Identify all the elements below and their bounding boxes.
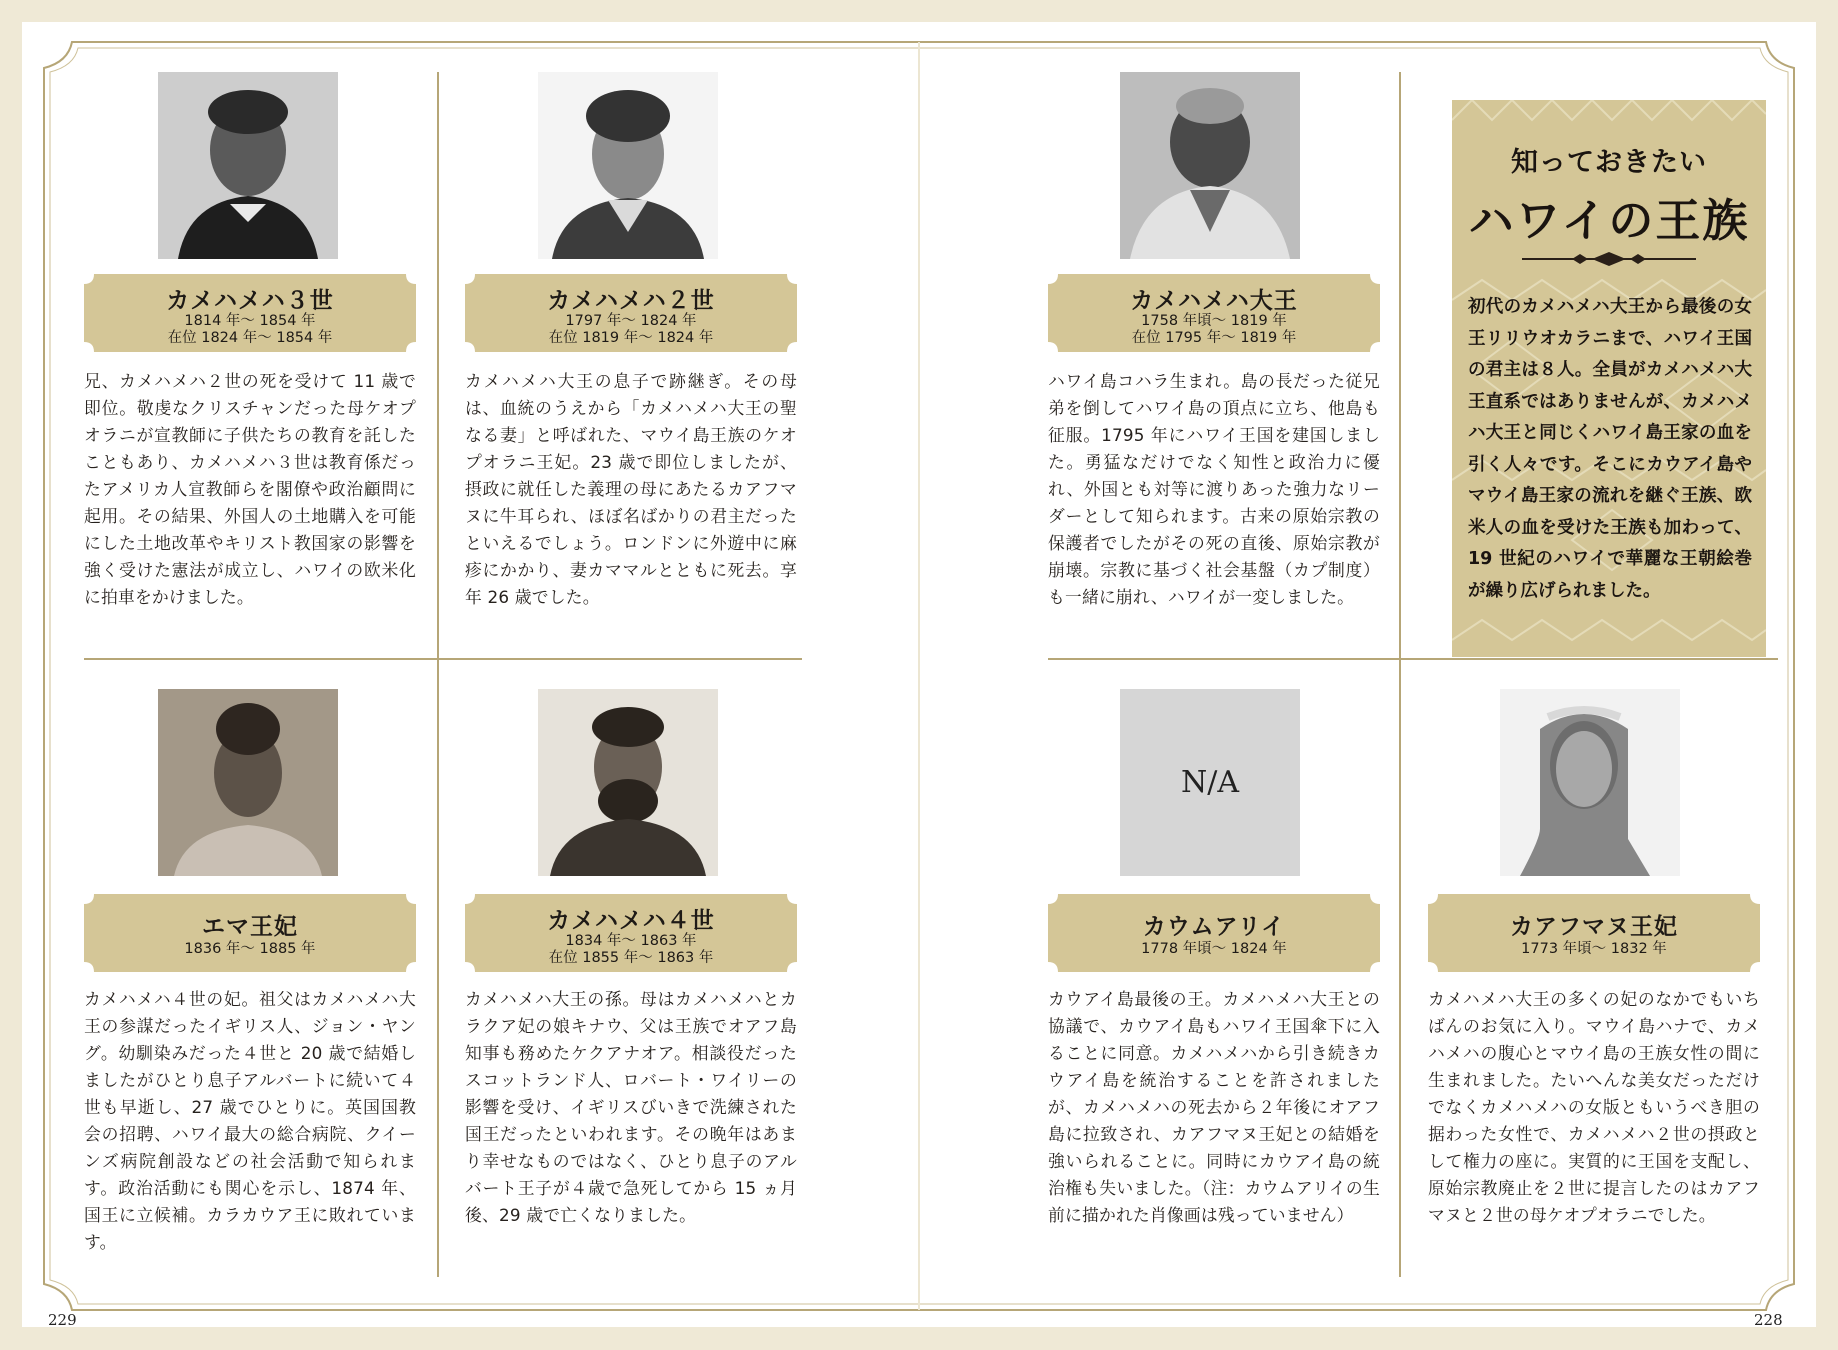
book-spread [22,22,1816,1327]
not-available-label: N/A [1120,689,1300,876]
name-plate [1048,894,1380,972]
person-name: カアフマヌ王妃 [1510,914,1678,940]
ornament-divider [1522,252,1696,266]
person-bio: 兄、カメハメハ２世の死を受けて 11 歳で即位。敬虔なクリスチャンだった母ケオプオラニが宣教師に子供たちの教育を託したこともあり、カメハメハ３世は教育係だったアメリカ人宣教師らを閣僚や政治顧問に起用。その結果、外国人の土地購入を可能にした土地改革やキリスト教国家の影響を強く受けた憲法が成立し、ハワイの欧米化に拍車をかけました。 [84,371,416,607]
portrait-queen-emma [158,689,338,876]
person-lifespan: 1773 年頃～ 1832 年 [1521,941,1667,957]
person-name: カメハメハ３世 [166,288,334,314]
person-lifespan: 1836 年～ 1885 年 [184,941,316,957]
name-plate [465,274,797,352]
person-bio: カメハメハ大王の息子で跡継ぎ。その母は、血統のうえから「カメハメハ大王の聖なる妻」と呼ばれた、マウイ島王族のケオプオラニ王妃。23 歳で即位しましたが、摂政に就任した義理の母にあたるカアフマヌに牛耳られ、ほぼ名ばかりの君主だったといえるでしょう。ロンドンに外遊中に麻疹にかかり、妻カママルとともに死去。享年 26 歳でした。 [465,371,797,607]
column-divider-left [437,72,439,1277]
person-name: エマ王妃 [202,914,298,940]
portrait-kamehameha-2 [538,72,718,259]
person-bio: カウアイ島最後の王。カメハメハ大王との協議で、カウアイ島もハワイ王国傘下に入ることに同意。カメハメハから引き続きカウアイ島を統治することを許されましたが、カメハメハの死去から２年後にオアフ島に拉致され、カアフマヌ王妃との結婚を強いられることに。同時にカウアイ島の統治権も失いました。（注：カウムアリイの生前に描かれた肖像画は残っていません） [1048,989,1380,1225]
intro-box [1452,100,1766,657]
name-plate [1428,894,1760,972]
intro-heading-large: ハワイの王族 [1468,194,1750,247]
page-number-right: 228 [1754,1311,1783,1329]
person-name: カメハメハ４世 [547,908,715,934]
portrait-kamehameha-3 [158,72,338,259]
page-number-left: 229 [48,1311,77,1329]
person-name: カウムアリイ [1142,914,1286,940]
person-bio: カメハメハ大王の孫。母はカメハメハとカラクア妃の娘キナウ、父は王族でオアフ島知事も務めたケクアナオア。相談役だったスコットランド人、ロバート・ワイリーの影響を受け、イギリスびいきで洗練された国王だったといわれます。その晩年はあまり幸せなものではなく、ひとり息子のアルバート王子が４歳で急死してから 15 ヵ月後、29 歳で亡くなりました。 [465,989,797,1225]
divider-left [84,658,802,660]
portrait-queen-kaahumanu [1500,689,1680,876]
divider-right [1048,658,1778,660]
person-lifespan: 1758 年頃～ 1819 年 [1141,313,1287,329]
person-reign: 在位 1819 年～ 1824 年 [548,330,714,346]
person-reign: 在位 1824 年～ 1854 年 [167,330,333,346]
name-plate [465,894,797,972]
person-lifespan: 1778 年頃～ 1824 年 [1141,941,1287,957]
person-bio: カメハメハ４世の妃。祖父はカメハメハ大王の参謀だったイギリス人、ジョン・ヤング。幼馴染みだった４世と 20 歳で結婚しましたがひとり息子アルバートに続いて４世も早逝し、27 歳でひとりに。英国国教会の招聘、ハワイ最大の総合病院、クイーンズ病院創設などの社会活動で知られます。政治活動にも関心を示し、1874 年、国王に立候補。カラカウア王に敗れています。 [84,989,416,1252]
person-lifespan: 1797 年～ 1824 年 [565,313,697,329]
name-plate [84,894,416,972]
person-bio: ハワイ島コハラ生まれ。島の長だった従兄弟を倒してハワイ島の頂点に立ち、他島も征服。1795 年にハワイ王国を建国しました。勇猛なだけでなく知性と政治力に優れ、外国とも対等に渡りあった強力なリーダーとして知られます。古来の原始宗教の保護者でしたがその死の直後、原始宗教が崩壊。宗教に基づく社会基盤（カプ制度）も一緒に崩れ、ハワイが一変しました。 [1048,371,1380,607]
person-name: カメハメハ大王 [1130,288,1298,314]
intro-heading-small: 知っておきたい [1511,147,1707,178]
person-lifespan: 1834 年～ 1863 年 [565,933,697,949]
person-reign: 在位 1855 年～ 1863 年 [548,950,714,966]
portrait-kamehameha-4 [538,689,718,876]
portrait-kamehameha-the-great [1120,72,1300,259]
portrait-kaumualii-placeholder [1120,689,1300,876]
intro-text: 初代のカメハメハ大王から最後の女王リリウオカラニまで、ハワイ王国の君主は８人。全員がカメハメハ大王直系ではありませんが、カメハメハ大王と同じくハワイ島王家の血を引く人々です。そこにカウアイ島やマウイ島王家の流れを継ぐ王族、欧米人の血を受けた王族も加わって、19 世紀のハワイで華麗な王朝絵巻が繰り広げられました。 [1468,297,1752,601]
name-plate [84,274,416,352]
name-plate [1048,274,1380,352]
column-divider-right [1399,72,1401,1277]
person-bio: カメハメハ大王の多くの妃のなかでもいちばんのお気に入り。マウイ島ハナで、カメハメハの腹心とマウイ島の王族女性の間に生まれました。たいへんな美女だっただけでなくカメハメハの女版ともいうべき胆の据わった女性で、カメハメハ２世の摂政として権力の座に。実質的に王国を支配し、原始宗教廃止を２世に提言したのはカアフマヌと２世の母ケオプオラニでした。 [1428,989,1760,1225]
person-lifespan: 1814 年～ 1854 年 [184,313,316,329]
person-reign: 在位 1795 年～ 1819 年 [1131,330,1297,346]
person-name: カメハメハ２世 [547,288,715,314]
